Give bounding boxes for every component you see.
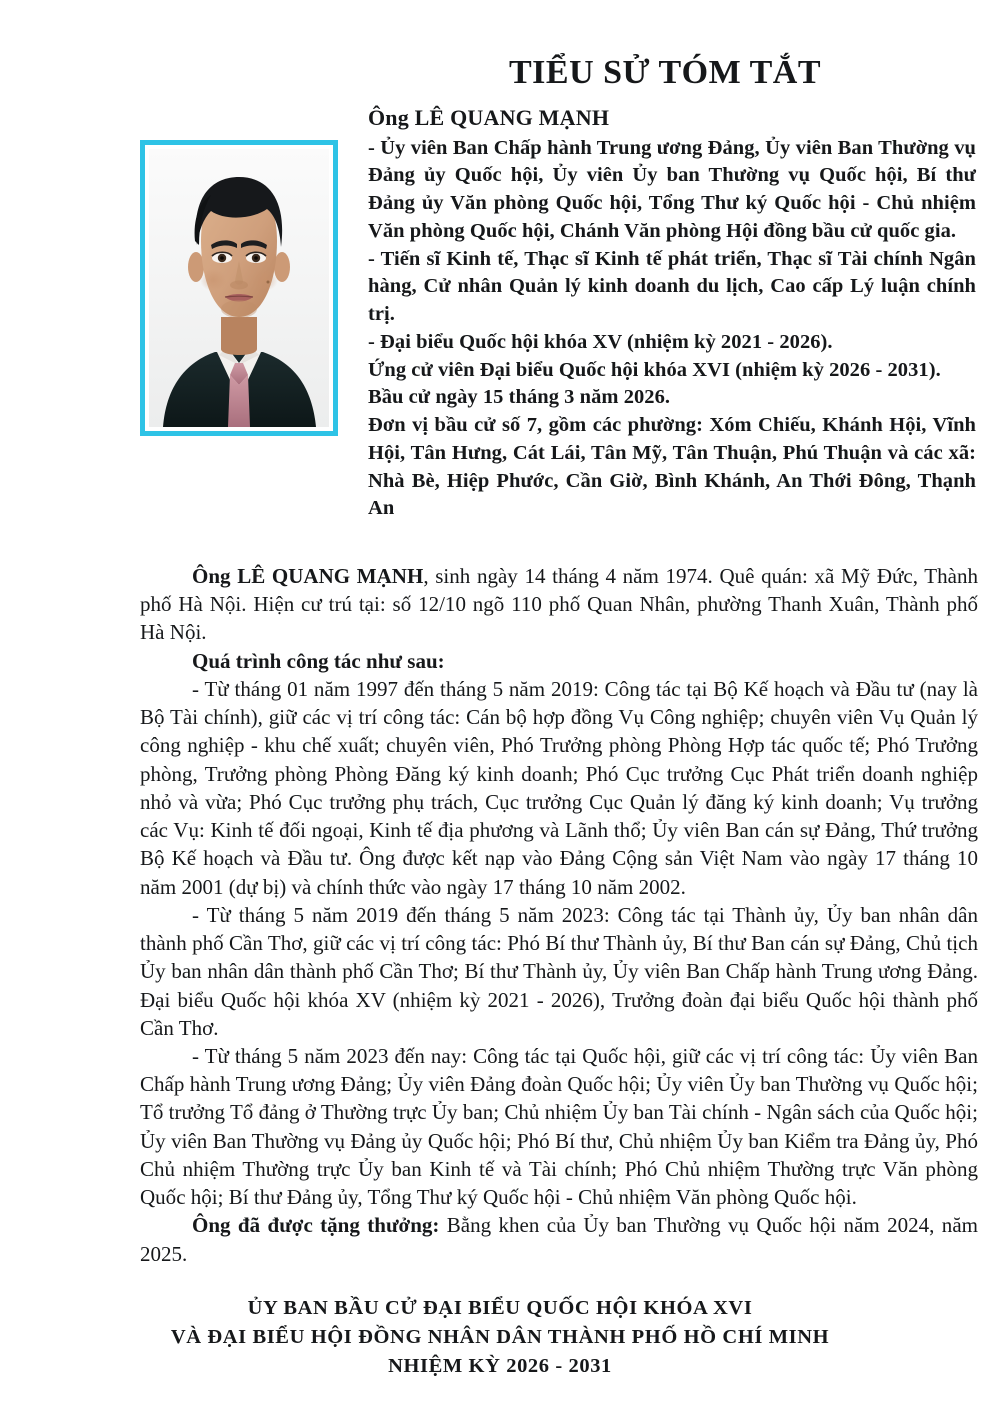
footer-line-2: VÀ ĐẠI BIỂU HỘI ĐỒNG NHÂN DÂN THÀNH PHỐ HỒ CHÍ MINH [170,1326,830,1349]
portrait-photo [149,149,329,427]
portrait-image [149,149,329,427]
footer-block [100,1294,900,1381]
intro-name: Ông LÊ QUANG MẠNH [192,564,424,588]
footer-line-1: ỦY BAN BẦU CỬ ĐẠI BIỂU QUỐC HỘI KHÓA XVI [247,1297,753,1319]
career-item-2: - Từ tháng 5 năm 2019 đến tháng 5 năm 2023: Công tác tại Thành ủy, Ủy ban nhân dân thành phố Cần Thơ, giữ các vị trí công tác: Phó Bí thư Thành ủy, Bí thư Ban cán sự Đảng, Chủ tịch Ủy ban nhân dân thành phố Cần Thơ; Bí thư Thành ủy, Ủy viên Ban Chấp hành Trung ương Đảng. Đại biểu Quốc hội khóa XV (nhiệm kỳ 2021 - 2026), Trưởng đoàn đại biểu Quốc hội thành phố Cần Thơ. [140,902,978,1040]
header-bullet-qualifications: - Tiến sĩ Kinh tế, Thạc sĩ Kinh tế phát triển, Thạc sĩ Tài chính Ngân hàng, Cử nhân Quản lý kinh doanh du lịch, Cao cấp Lý luận chính trị. [368,247,976,326]
awards-paragraph [140,1211,978,1267]
subject-name: Ông LÊ QUANG MẠNH [368,105,610,130]
body-text-block [140,562,978,1268]
career-item-1: - Từ tháng 01 năm 1997 đến tháng 5 năm 2019: Công tác tại Bộ Kế hoạch và Đầu tư (nay là Bộ Tài chính), giữ các vị trí công tác: Cán bộ hợp đồng Vụ Công nghiệp; chuyên viên Vụ Quản lý công nghiệp - khu chế xuất; chuyên viên, Phó Trưởng phòng Phòng Hợp tác quốc tế; Phó Trưởng phòng, Trưởng phòng Phòng Đăng ký kinh doanh; Phó Cục trưởng Cục Phát triển doanh nghiệp nhỏ và vừa; Phó Cục trưởng phụ trách, Cục trưởng Cục Quản lý đăng ký kinh doanh; Vụ trưởng các Vụ: Kinh tế đối ngoại, Kinh tế địa phương và Lãnh thổ; Ủy viên Ban cán sự Đảng, Thứ trưởng Bộ Kế hoạch và Đầu tư. Ông được kết nạp vào Đảng Cộng sản Việt Nam vào ngày 17 tháng 10 năm 2001 (dự bị) và chính thức vào ngày 17 tháng 10 năm 2002. [140,676,978,899]
portrait-photo-frame [140,140,338,436]
career-heading: Quá trình công tác như sau: [192,648,445,673]
intro-details: , sinh ngày 14 tháng 4 năm 1974. Quê quán: xã Mỹ Đức, Thành phố Hà Nội. Hiện cư trú tại: số 12/10 ngõ 110 phố Quan Nhân, phường Thanh Xuân, Thành phố Hà Nội. [140,564,979,645]
header-bullet-constituency: Đơn vị bầu cử số 7, gồm các phường: Xóm Chiếu, Khánh Hội, Vĩnh Hội, Tân Hưng, Cát Lái, Tân Mỹ, Tân Thuận, Phú Thuận và các xã: Nhà Bè, Hiệp Phước, Cần Giờ, Bình Khánh, An Thới Đông, Thạnh An [368,414,976,520]
header-bullet-positions: - Ủy viên Ban Chấp hành Trung ương Đảng, Ủy viên Ban Thường vụ Đảng ủy Quốc hội, Ủy viên Ủy ban Thường vụ Quốc hội, Bí thư Đảng ủy Văn phòng Quốc hội, Tổng Thư ký Quốc hội - Chủ nhiệm Văn phòng Quốc hội, Chánh Văn phòng Hội đồng bầu cử quốc gia. [368,136,976,242]
page-title: TIỂU SỬ TÓM TẮT [508,54,821,91]
header-bullet-election-date: Bầu cử ngày 15 tháng 3 năm 2026. [368,386,671,409]
footer-line-3: NHIỆM KỲ 2026 - 2031 [388,1355,612,1378]
header-bullet-deputy-xv: - Đại biểu Quốc hội khóa XV (nhiệm kỳ 2021 - 2026). [368,330,833,353]
career-item-3: - Từ tháng 5 năm 2023 đến nay: Công tác tại Quốc hội, giữ các vị trí công tác: Ủy viên Ban Chấp hành Trung ương Đảng; Ủy viên Đảng đoàn Quốc hội; Ủy viên Ủy ban Thường vụ Quốc hội; Tổ trưởng Tổ đảng ở Thường trực Ủy ban; Chủ nhiệm Ủy ban Tài chính - Ngân sách của Quốc hội; Ủy viên Ban Thường vụ Đảng ủy Quốc hội; Phó Bí thư, Chủ nhiệm Ủy ban Kiểm tra Đảng ủy, Phó Chủ nhiệm Thường trực Ủy ban Kinh tế và Tài chính; Phó Chủ nhiệm Thường trực Văn phòng Quốc hội; Bí thư Đảng ủy, Tổng Thư ký Quốc hội - Chủ nhiệm Văn phòng Quốc hội. [140,1043,978,1210]
intro-paragraph [140,562,978,647]
header-bullet-candidate-xvi: Ứng cử viên Đại biểu Quốc hội khóa XVI (nhiệm kỳ 2026 - 2031). [368,358,941,381]
header-text-block [368,104,976,523]
awards-label: Ông đã được tặng thưởng: [192,1213,440,1238]
awards-details: Bằng khen của Ủy ban Thường vụ Quốc hội năm 2024, năm 2025. [140,1213,978,1266]
